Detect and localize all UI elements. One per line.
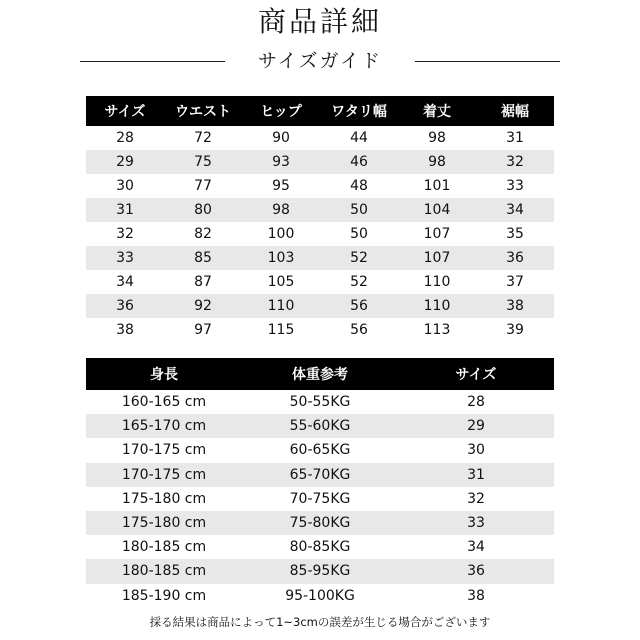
table-cell: 60-65KG (289, 442, 351, 459)
table-cell: 56 (320, 294, 398, 318)
table-cell: 170-175 cm (121, 442, 207, 459)
table-cell: 160-165 cm (121, 394, 207, 411)
table-cell: 33 (86, 246, 164, 270)
section-subtitle: サイズガイド (258, 50, 382, 72)
table-cell: 30 (467, 442, 485, 459)
table-cell: 80 (164, 198, 242, 222)
table-cell: 180-185 cm (121, 539, 207, 556)
table-row (86, 511, 554, 535)
table-cell: 90 (272, 130, 290, 146)
table-cell: 28 (116, 130, 134, 146)
table-cell: 35 (506, 226, 524, 242)
table-cell: 85-95KG (242, 559, 398, 583)
table-cell: 52 (350, 274, 368, 290)
table-header-row (86, 358, 554, 390)
table-row (86, 584, 554, 608)
table-cell: 55-60KG (242, 414, 398, 438)
header-size: サイズ (86, 96, 164, 126)
table-cell: 175-180 cm (86, 511, 242, 535)
table-row (86, 294, 554, 318)
table-row (86, 559, 554, 583)
table-cell: 101 (423, 178, 451, 194)
table-row (86, 318, 554, 342)
table-cell: 95-100KG (285, 587, 355, 604)
table-cell: 34 (116, 274, 134, 290)
table-cell: 110 (398, 294, 476, 318)
table-cell: 115 (267, 322, 295, 338)
table-cell: 39 (506, 322, 524, 338)
table-cell: 33 (398, 511, 554, 535)
header-hip: ヒップ (242, 96, 320, 126)
size-reference-table (86, 358, 554, 608)
table-cell: 98 (398, 150, 476, 174)
table-cell: 175-180 cm (121, 490, 207, 507)
table-cell: 36 (86, 294, 164, 318)
table-cell: 50 (320, 198, 398, 222)
table-cell: 56 (350, 322, 368, 338)
table-cell: 165-170 cm (86, 414, 242, 438)
table-cell: 105 (267, 274, 295, 290)
table-cell: 75 (164, 150, 242, 174)
table-row (86, 463, 554, 487)
table-cell: 50 (350, 226, 368, 242)
table-cell: 98 (428, 130, 446, 146)
table-row (86, 535, 554, 559)
table-cell: 36 (398, 559, 554, 583)
table-cell: 93 (242, 150, 320, 174)
table-cell: 38 (467, 587, 485, 604)
table-cell: 32 (476, 150, 554, 174)
header-weight: 体重参考 (242, 358, 398, 390)
header-height: 身長 (86, 358, 242, 390)
table-row (86, 174, 554, 198)
table-cell: 37 (506, 274, 524, 290)
table-row (86, 246, 554, 270)
table-cell: 31 (398, 463, 554, 487)
table-cell: 170-175 cm (86, 463, 242, 487)
table-cell: 50-55KG (289, 394, 351, 411)
table-cell: 75-80KG (242, 511, 398, 535)
table-row (86, 270, 554, 294)
table-cell: 32 (467, 490, 485, 507)
table-cell: 31 (506, 130, 524, 146)
table-cell: 44 (350, 130, 368, 146)
table-cell: 113 (423, 322, 451, 338)
table-row (86, 438, 554, 462)
table-cell: 77 (194, 178, 212, 194)
table-cell: 30 (116, 178, 134, 194)
measurement-note: 採る結果は商品によって1~3cmの誤差が生じる場合がございます (149, 615, 491, 629)
header-hem-width: 裾幅 (476, 96, 554, 126)
table-cell: 38 (476, 294, 554, 318)
table-cell: 185-190 cm (121, 587, 207, 604)
table-cell: 29 (398, 414, 554, 438)
table-cell: 80-85KG (289, 539, 351, 556)
table-cell: 107 (398, 246, 476, 270)
table-cell: 92 (164, 294, 242, 318)
page-title: 商品詳細 (257, 5, 382, 38)
table-row (86, 487, 554, 511)
table-cell: 107 (423, 226, 451, 242)
header-waist: ウエスト (164, 96, 242, 126)
table-row (86, 150, 554, 174)
table-cell: 70-75KG (289, 490, 351, 507)
section-heading (80, 46, 560, 76)
table-cell: 98 (242, 198, 320, 222)
table-cell: 180-185 cm (86, 559, 242, 583)
header-thigh-width: ワタリ幅 (320, 96, 398, 126)
table-cell: 97 (194, 322, 212, 338)
header-length: 着丈 (398, 96, 476, 126)
table-cell: 87 (194, 274, 212, 290)
table-cell: 65-70KG (242, 463, 398, 487)
table-row (86, 390, 554, 414)
table-cell: 29 (86, 150, 164, 174)
table-cell: 72 (194, 130, 212, 146)
table-cell: 110 (423, 274, 451, 290)
table-cell: 52 (320, 246, 398, 270)
table-cell: 34 (467, 539, 485, 556)
table-cell: 100 (267, 226, 295, 242)
table-cell: 110 (242, 294, 320, 318)
table-cell: 34 (476, 198, 554, 222)
table-cell: 46 (320, 150, 398, 174)
heading-divider-right (415, 61, 560, 62)
heading-divider-left (80, 61, 225, 62)
table-row (86, 198, 554, 222)
table-row (86, 222, 554, 246)
table-row (86, 126, 554, 150)
table-cell: 28 (467, 394, 485, 411)
table-cell: 85 (164, 246, 242, 270)
table-cell: 95 (272, 178, 290, 194)
table-header-row (86, 96, 554, 126)
table-cell: 31 (86, 198, 164, 222)
table-cell: 38 (116, 322, 134, 338)
header-size: サイズ (398, 358, 554, 390)
table-cell: 32 (116, 226, 134, 242)
table-cell: 36 (476, 246, 554, 270)
table-cell: 82 (194, 226, 212, 242)
table-cell: 103 (242, 246, 320, 270)
table-row (86, 414, 554, 438)
table-cell: 48 (350, 178, 368, 194)
size-chart-table (86, 96, 554, 342)
table-cell: 33 (506, 178, 524, 194)
table-cell: 104 (398, 198, 476, 222)
